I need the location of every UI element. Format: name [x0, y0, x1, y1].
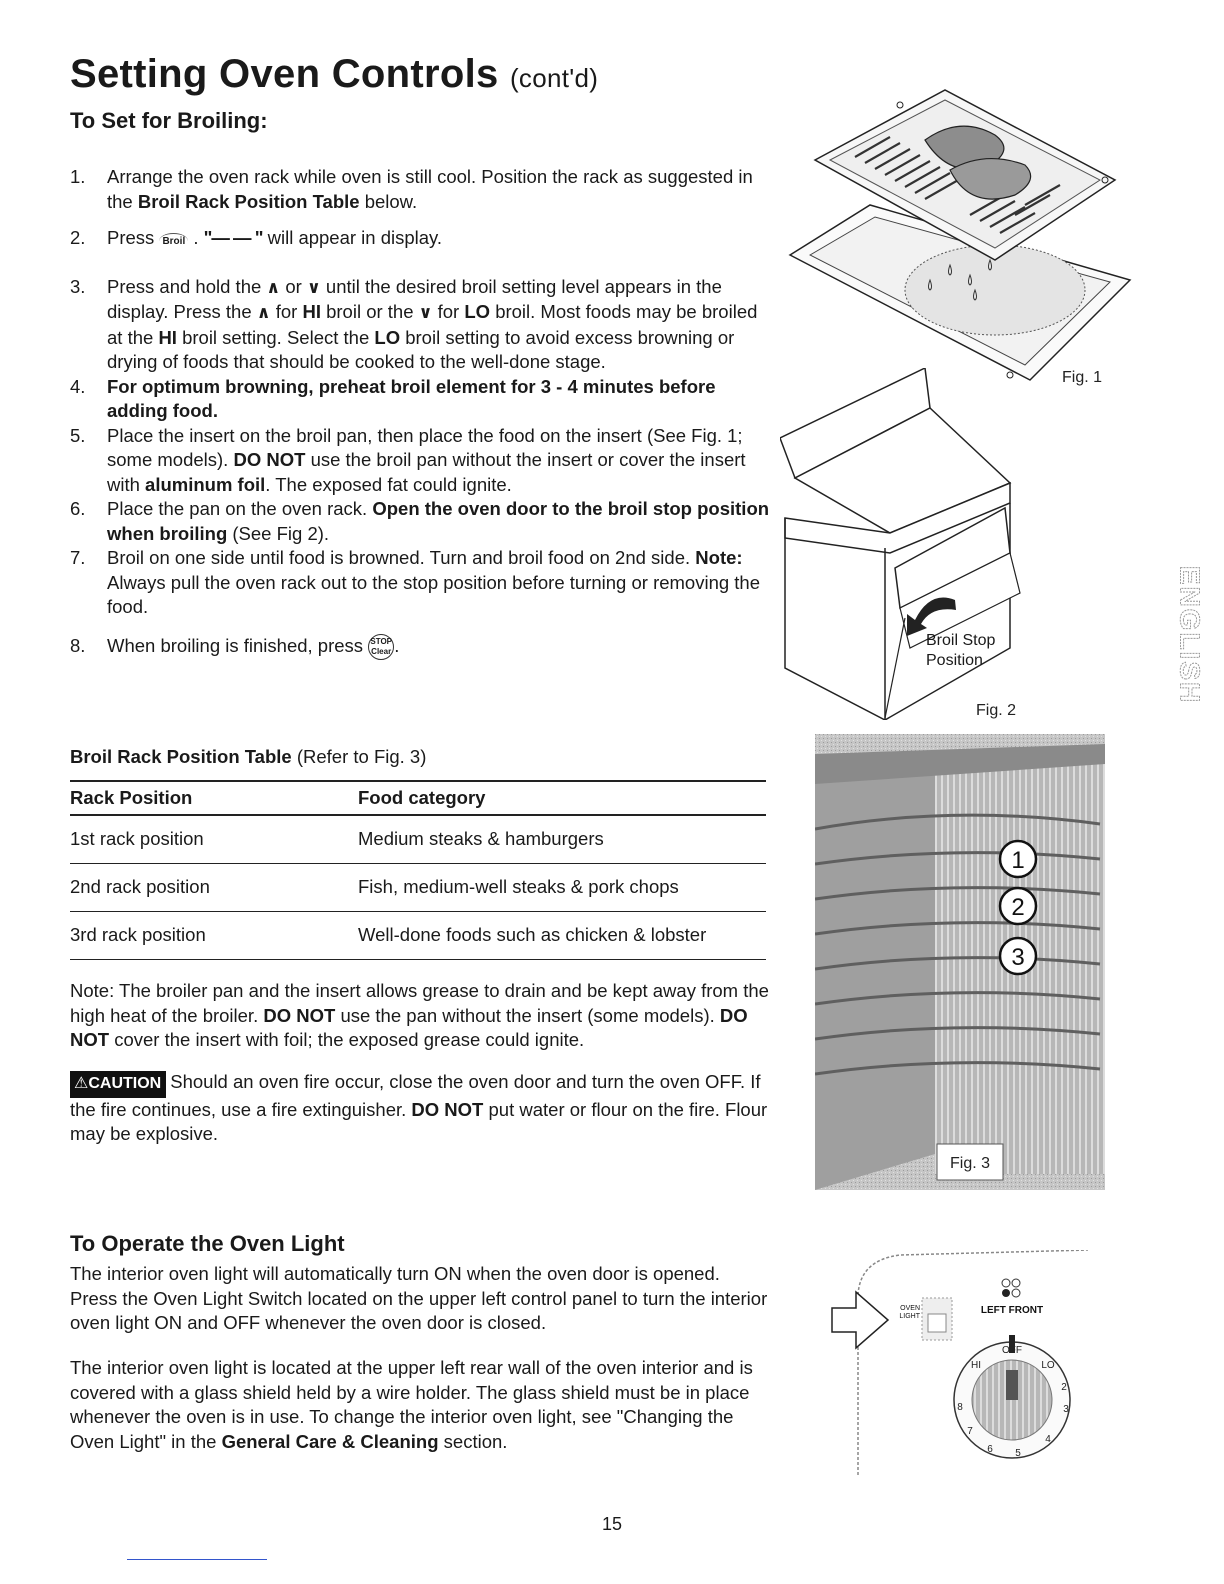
table-cell: 3rd rack position	[70, 924, 206, 945]
step-text: below.	[359, 190, 418, 212]
figure-1-label: Fig. 1	[1062, 369, 1103, 386]
step-bold: DO NOT	[233, 449, 306, 470]
step-number: 4.	[70, 375, 86, 397]
dial-hi-label: HI	[971, 1360, 981, 1371]
caution-bold: DO NOT	[411, 1098, 484, 1120]
step-text: for	[275, 301, 298, 322]
step-text: Place the insert on the broil pan, then place the food on the insert (See Fig. 1; some models).	[107, 424, 743, 470]
figure-3-label: Fig. 3	[949, 1155, 991, 1172]
table-row	[70, 911, 766, 959]
section-heading-broiling: To Set for Broiling:	[70, 108, 268, 133]
caution-text: put water or flour on the fire. Flour may be explosive.	[70, 1098, 768, 1144]
display-dashes: "— — "	[203, 227, 263, 248]
up-arrow-icon: ∧	[256, 303, 271, 322]
step-text: . The exposed fat could ignite.	[265, 473, 512, 495]
oven-light-paragraph-1: The interior oven light will automatically turn ON when the oven door is opened. Press the Oven Light Switch located on the upper left control panel to turn the interior oven light ON and OFF whenever the oven door is closed.	[70, 1263, 768, 1333]
table-row	[70, 815, 766, 863]
step-bold: Broil Rack Position Table	[137, 190, 360, 212]
step-text: broil or the	[326, 301, 414, 322]
step-text: broil. Most foods may be broiled at the	[107, 301, 758, 348]
caution-label: CAUTION	[88, 1075, 162, 1092]
page-number: 15	[601, 1514, 623, 1534]
broiler-note	[70, 979, 770, 1053]
dial-number: 5	[1015, 1448, 1021, 1459]
paragraph-text: The interior oven light is located at the upper left rear wall of the oven interior and is covered with a glass shield held by a wire holder. The glass shield must be in place whenever the oven is in use. To change the interior oven light, see "Changing the Oven Light" in the	[70, 1357, 753, 1452]
down-arrow-icon: ∨	[418, 303, 433, 322]
step-number: 2.	[70, 227, 86, 248]
left-front-label: LEFT FRONT	[980, 1305, 1044, 1316]
step-bold: Open the oven door to the broil stop position when broiling	[107, 498, 770, 544]
oven-label: OVEN	[900, 1305, 920, 1312]
step-text: Always pull the oven rack out to the stop position before turning or removing the food.	[107, 571, 761, 617]
step-text: (See Fig 2).	[232, 522, 330, 544]
step-bold: aluminum foil	[145, 473, 266, 495]
step-text: broil setting to avoid excess browning or drying of foods that should be cooked to the well-done stage.	[107, 326, 735, 372]
table-cell: 2nd rack position	[70, 876, 210, 897]
dial-off-label: OFF	[1002, 1345, 1022, 1356]
paragraph-text: section.	[443, 1430, 508, 1452]
note-bold: DO NOT	[70, 1004, 748, 1050]
step-text: .	[394, 634, 400, 656]
rack-position-3-label: 3	[1011, 944, 1025, 971]
callout-line-2: Position	[926, 652, 983, 669]
warning-triangle-icon: ⚠	[74, 1075, 89, 1092]
table-caption-rest: (Refer to Fig. 3)	[296, 746, 427, 767]
dial-lo-label: LO	[1041, 1360, 1055, 1371]
step-bold: LO	[464, 301, 491, 322]
figure-4-oven-light-control	[830, 1250, 1092, 1480]
table-cell: 1st rack position	[70, 828, 204, 850]
step-text: will appear in display.	[267, 227, 443, 248]
column-header-rack-position: Rack Position	[70, 787, 193, 808]
table-cell: Fish, medium-well steaks & pork chops	[358, 876, 679, 897]
dial-number: 6	[987, 1444, 993, 1455]
step-bold: Note:	[695, 547, 743, 568]
table-cell: Well-done foods such as chicken & lobster	[358, 924, 707, 945]
figure-2-range-door	[780, 368, 1050, 720]
step-number: 3.	[70, 275, 86, 297]
oven-light-paragraph-2	[70, 1356, 770, 1454]
broiling-steps-list	[70, 165, 770, 660]
step-text: or	[285, 275, 302, 297]
dial-number: 8	[957, 1402, 963, 1413]
step-text: until the desired broil setting level appears in the display. Press the	[107, 275, 722, 322]
step-bold: LO	[374, 326, 401, 348]
note-text: cover the insert with foil; the exposed grease could ignite.	[114, 1029, 585, 1050]
caution-text: Should an oven fire occur, close the oven door and turn the oven OFF. If the fire continues, use a fire extinguisher.	[70, 1071, 761, 1120]
language-side-tab	[1168, 560, 1208, 710]
step-number: 7.	[70, 547, 86, 568]
note-text: use the pan without the insert (some models).	[340, 1004, 715, 1026]
step-4	[70, 375, 770, 424]
table-row	[70, 863, 766, 911]
step-number: 8.	[70, 634, 86, 656]
step-text: Press and hold the	[107, 275, 262, 297]
light-label: LIGHT	[899, 1313, 920, 1320]
caution-notice	[70, 1070, 770, 1147]
up-arrow-icon: ∧	[266, 277, 281, 297]
broil-rack-position-table	[70, 780, 766, 960]
step-text: When broiling is finished, press	[107, 634, 364, 656]
step-5	[70, 424, 770, 498]
table-cell: Medium steaks & hamburgers	[358, 828, 604, 850]
table-caption	[70, 746, 426, 768]
page-title	[70, 52, 598, 97]
column-header-food-category: Food category	[358, 787, 486, 808]
stop-clear-key-icon	[368, 634, 394, 660]
step-text: Broil on one side until food is browned. Turn and broil food on 2nd side.	[107, 547, 691, 568]
note-bold: DO NOT	[263, 1004, 336, 1026]
figure-1-broil-pan	[780, 85, 1140, 395]
footer-rule	[127, 1559, 267, 1560]
dial-number: 3	[1063, 1404, 1069, 1415]
figure-3-rack-positions	[815, 734, 1105, 1190]
step-bold: HI	[158, 326, 177, 348]
dial-number: 2	[1061, 1382, 1067, 1393]
step-text: Arrange the oven rack while oven is still cool. Position the rack as suggested in the	[107, 166, 753, 212]
step-3	[70, 275, 770, 375]
table-caption-bold: Broil Rack Position Table	[70, 746, 292, 767]
table-header-row	[70, 781, 766, 815]
step-text: for	[437, 301, 460, 322]
title-suffix: (cont'd)	[509, 63, 599, 93]
caution-badge	[70, 1071, 166, 1098]
step-number: 6.	[70, 498, 86, 519]
figure-2-label: Fig. 2	[976, 702, 1017, 719]
rack-position-2-label: 2	[1011, 894, 1025, 921]
step-8	[70, 634, 770, 660]
down-arrow-icon: ∨	[306, 277, 321, 297]
step-bold: For optimum browning, preheat broil element for 3 - 4 minutes before adding food.	[107, 375, 716, 421]
step-bold: HI	[302, 301, 321, 322]
step-text: broil setting. Select the	[182, 326, 370, 348]
callout-line-1: Broil Stop	[926, 632, 996, 649]
step-number: 1.	[70, 166, 86, 187]
section-heading-oven-light: To Operate the Oven Light	[70, 1231, 345, 1256]
note-text: Note: The broiler pan and the insert allows grease to drain and be kept away from the high heat of the broiler.	[70, 980, 769, 1026]
rack-position-1-label: 1	[1011, 847, 1025, 874]
side-tab-text: ENGLISH	[1174, 565, 1206, 705]
step-6	[70, 497, 770, 546]
step-1	[70, 165, 770, 214]
step-text: Press	[107, 227, 155, 248]
stop-label: STOP	[370, 636, 392, 646]
dial-number: 7	[967, 1426, 973, 1437]
step-number: 5.	[70, 424, 86, 446]
step-text: use the broil pan without the insert or cover the insert with	[107, 449, 746, 495]
step-2: 2. Press Broil . "— — " will appear in display.	[70, 226, 770, 251]
broil-key-icon: Broil	[159, 233, 188, 249]
broil-stop-callout	[926, 631, 995, 671]
paragraph-bold: General Care & Cleaning	[221, 1430, 439, 1452]
step-text: Place the pan on the oven rack.	[107, 498, 368, 519]
title-text: Setting Oven Controls	[70, 52, 499, 96]
step-7	[70, 546, 770, 620]
dial-number: 4	[1045, 1434, 1051, 1445]
clear-label: Clear	[371, 646, 392, 656]
